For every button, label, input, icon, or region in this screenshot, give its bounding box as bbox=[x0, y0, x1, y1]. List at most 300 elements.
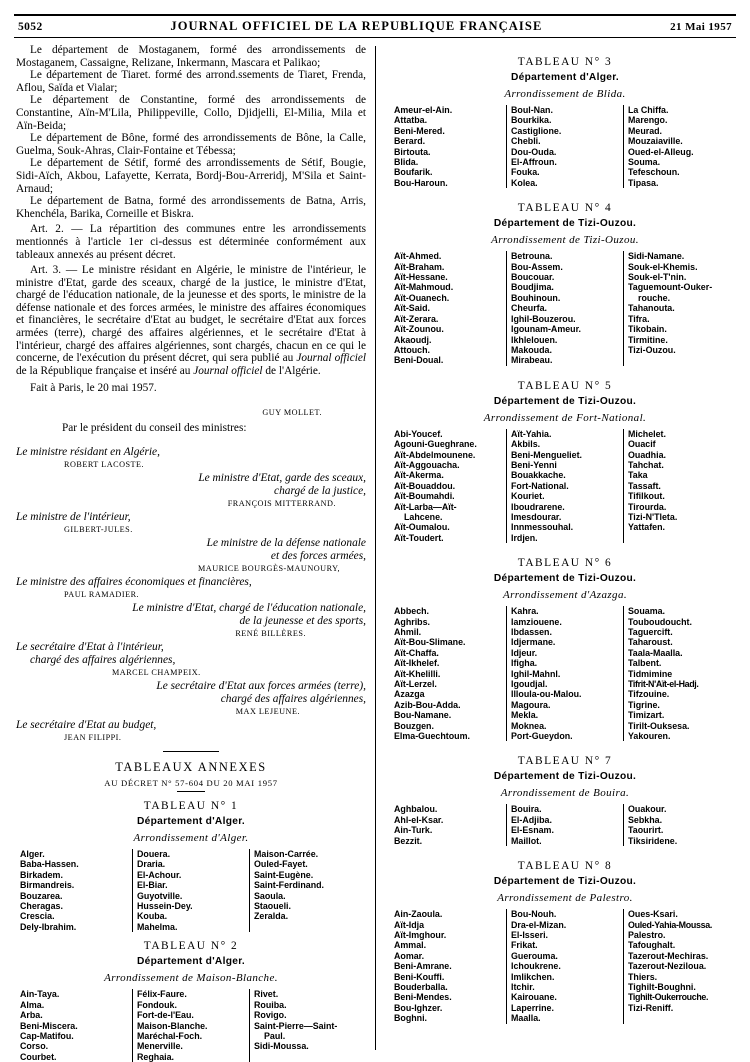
commune-item: Ahmil. bbox=[394, 627, 422, 637]
commune-item: Marengo. bbox=[628, 115, 668, 126]
signature-block bbox=[16, 576, 366, 600]
signature-block bbox=[16, 511, 366, 535]
tableau-department: Département de Tizi-Ouzou. bbox=[493, 395, 637, 407]
commune-item: Reghaia. bbox=[137, 1051, 174, 1062]
commune-item: Aït-Oumalou. bbox=[394, 522, 450, 533]
article-3 bbox=[16, 264, 366, 377]
commune-item: Palestro. bbox=[628, 929, 666, 940]
commune-column bbox=[506, 606, 623, 741]
department-paragraph: Le département de Tiaret. formé des arrond.ssements de Tiaret, Frenda, Aflou, Saïda et Vialar; bbox=[16, 69, 366, 94]
commune-item: Tazerout-Mechiras. bbox=[628, 950, 709, 961]
commune-column bbox=[506, 105, 623, 188]
commune-item: Idjeur. bbox=[511, 647, 538, 658]
signature-name: RENÉ BILLÈRES. bbox=[235, 629, 306, 639]
commune-item: Dra-el-Mizan. bbox=[511, 919, 567, 930]
tableau-arrondissement: Arrondissement de Fort-National. bbox=[483, 411, 647, 424]
article-3-italic-1: Journal officiel bbox=[296, 352, 367, 365]
tableau-arrondissement: Arrondissement de Maison-Blanche. bbox=[104, 972, 278, 985]
department-paragraph: Le département de Constantine, formé des arrondissements de Constantine, Aïn-M'Lila, Philippeville, Collo, Djidjelli, El-Milia, Mila et Aïn-Beida; bbox=[16, 94, 366, 132]
commune-columns bbox=[16, 849, 366, 932]
commune-item: Boghni. bbox=[394, 1013, 428, 1024]
commune-item: Oued-el-Alleug. bbox=[628, 146, 694, 157]
commune-item: Bou-Nouh. bbox=[511, 909, 557, 920]
commune-item: Corso. bbox=[20, 1041, 49, 1052]
issue-date: 21 Mai 1957 bbox=[670, 20, 732, 33]
commune-item: Fouka. bbox=[511, 167, 540, 178]
commune-item: Ichoukrene. bbox=[511, 961, 561, 972]
commune-item: Ain-Turk. bbox=[394, 825, 433, 836]
commune-item: Beni-Mered. bbox=[394, 125, 445, 136]
commune-item: Betrouna. bbox=[511, 251, 553, 262]
tableau-department: Département de Tizi-Ouzou. bbox=[493, 218, 637, 230]
tableau-number: TABLEAU N° 2 bbox=[143, 940, 239, 953]
signature-name: GILBERT-JULES. bbox=[64, 525, 133, 535]
signature-name: MAURICE BOURGÈS-MAUNOURY, bbox=[198, 564, 340, 574]
commune-item: Beni-Yenni bbox=[511, 459, 557, 470]
commune-item: Beni-Doual. bbox=[394, 355, 444, 366]
signature-name: MAX LEJEUNE. bbox=[235, 707, 300, 717]
commune-item: Zeralda. bbox=[254, 911, 289, 922]
commune-item: Aït-Boumahdi. bbox=[394, 491, 455, 502]
commune-item: Aghribs. bbox=[394, 616, 430, 627]
commune-item: Birkadem. bbox=[20, 869, 63, 880]
commune-item: Taala-Maalla. bbox=[628, 647, 683, 658]
commune-item: Boudjima. bbox=[511, 282, 554, 293]
folio-number: 5052 bbox=[18, 20, 43, 33]
signature-title: Le ministre de la défense nationale bbox=[206, 537, 366, 550]
commune-item: Meurad. bbox=[628, 125, 663, 136]
commune-item: Arba. bbox=[20, 1010, 43, 1021]
tableau-number: TABLEAU N° 4 bbox=[517, 202, 613, 215]
commune-item: Cheurfa. bbox=[511, 303, 547, 314]
commune-item: Beni-Miscera. bbox=[20, 1020, 78, 1031]
signature-block bbox=[16, 537, 366, 574]
commune-item: Tighilt-Boughni. bbox=[628, 981, 696, 992]
commune-item: El-Biar. bbox=[137, 880, 168, 891]
commune-item: Tirmitine. bbox=[628, 334, 668, 345]
commune-item: Oues-Ksari. bbox=[628, 909, 678, 920]
commune-item: El-Esnam. bbox=[511, 825, 554, 836]
tableau-number: TABLEAU N° 8 bbox=[517, 860, 613, 873]
commune-item: Ouacif bbox=[628, 439, 656, 450]
commune-item: Tidmimine bbox=[628, 668, 673, 679]
commune-item: Saoula. bbox=[254, 890, 286, 901]
commune-column bbox=[390, 606, 506, 741]
commune-item: Aït-Yahia. bbox=[511, 428, 552, 439]
signature-subtitle: de la jeunesse et des sports, bbox=[239, 615, 366, 628]
annex-title: TABLEAUX ANNEXES bbox=[115, 760, 267, 775]
commune-item: Ifigha. bbox=[511, 658, 538, 669]
commune-item: Fort-de-l'Eau. bbox=[137, 1010, 194, 1021]
commune-item: Berard. bbox=[394, 136, 426, 147]
commune-item-continuation: Paul. bbox=[264, 1030, 286, 1041]
commune-item: Ighil-Mahnl. bbox=[511, 668, 561, 679]
commune-item: El-Affroun. bbox=[511, 157, 557, 168]
commune-item: Aït-Khelilli. bbox=[394, 668, 441, 679]
commune-item: Imesdourar. bbox=[511, 511, 562, 522]
tableau-arrondissement: Arrondissement d'Azazga. bbox=[503, 589, 627, 602]
tableau-3 bbox=[390, 56, 740, 188]
tableau-department: Département d'Alger. bbox=[136, 956, 246, 968]
commune-item: Aghbalou. bbox=[394, 804, 438, 815]
signature-name: ROBERT LACOSTE. bbox=[64, 460, 145, 470]
commune-columns bbox=[16, 989, 366, 1062]
commune-item: Itchir. bbox=[511, 981, 535, 992]
commune-item: Cheragas. bbox=[20, 901, 63, 912]
tableau-8 bbox=[390, 860, 740, 1023]
page-masthead bbox=[14, 14, 736, 38]
commune-item: Aït-Braham. bbox=[394, 261, 445, 272]
commune-item: Tahanouta. bbox=[628, 303, 675, 314]
signature-title: Le ministre résidant en Algérie, bbox=[16, 446, 160, 459]
commune-item: Ouadhia. bbox=[628, 449, 666, 460]
commune-item: Taourirt. bbox=[628, 825, 664, 836]
department-paragraph: Le département de Sétif, formé des arrondissements de Sétif, Bougie, Sidi-Aïch, Akbou, Lafayette, Kerrata, Bordj-Bou-Arreridj, M'Sila et Saint-Arnaud; bbox=[16, 157, 366, 195]
commune-item: Igounam-Ameur. bbox=[511, 324, 582, 335]
commune-item: Bouzarea. bbox=[20, 890, 63, 901]
commune-item: Aït-Hessane. bbox=[394, 272, 448, 283]
signature-subtitle: et des forces armées, bbox=[270, 550, 366, 563]
commune-column bbox=[506, 909, 623, 1023]
commune-item: Ameur-el-Ain. bbox=[394, 105, 453, 115]
signature-block bbox=[16, 641, 366, 678]
commune-item: Igoudjal. bbox=[511, 679, 548, 690]
commune-item: Tighilt-Oukerrouche. bbox=[628, 992, 709, 1003]
tableau-number: TABLEAU N° 7 bbox=[517, 755, 613, 768]
commune-item: Taharoust. bbox=[628, 637, 673, 648]
commune-item: Ouled-Yahia-Moussa. bbox=[628, 919, 713, 930]
commune-item: Bouhinoun. bbox=[511, 292, 561, 303]
head-signature: GUY MOLLET. bbox=[262, 407, 322, 417]
commune-item: Tifra. bbox=[628, 313, 650, 324]
commune-item: Blida. bbox=[394, 157, 419, 168]
commune-item: Félix-Faure. bbox=[137, 989, 187, 1000]
tableau-number: TABLEAU N° 1 bbox=[143, 800, 239, 813]
commune-item: Aït-Lerzel. bbox=[394, 679, 437, 690]
commune-item: Ighil-Bouzerou. bbox=[511, 313, 576, 324]
article-3-text-1: Art. 3. — Le ministre résidant en Algérie, le ministre de l'intérieur, le ministre d'Etat, garde des sceaux, chargé de la justice, le ministre d'Etat, chargé de l'éducation nationale, de la jeunesse et des sports, le ministre de la défense nationale et des forces armées, le ministre des affaires économiques et financières, le secrétaire d'Etat au budget, le secrétaire d'Etat aux forces armées (terre), chargé des affaires algériennes, et le secrétaire d'Etat à l'intérieur, chargé des affaires algériennes, sont chargés, chacun en ce qui le concerne, de l'exécution du présent décret, qui sera publié au bbox=[16, 264, 366, 365]
commune-item: Beni-Kouffi. bbox=[394, 971, 445, 982]
commune-item: Alger. bbox=[20, 849, 45, 860]
commune-item: Bou-Ighzer. bbox=[394, 1002, 443, 1013]
commune-item: Bouakkache. bbox=[511, 470, 566, 481]
commune-item: Kouriet. bbox=[511, 491, 545, 502]
commune-item: Taguemount-Ouker- bbox=[628, 282, 713, 293]
commune-columns bbox=[390, 105, 740, 188]
commune-item: Abbech. bbox=[394, 606, 430, 617]
commune-item: Rouiba. bbox=[254, 999, 287, 1010]
tableau-2 bbox=[16, 940, 366, 1062]
commune-item: Attatba. bbox=[394, 115, 428, 126]
commune-column bbox=[132, 849, 249, 932]
tableau-4 bbox=[390, 202, 740, 365]
commune-item: Douera. bbox=[137, 849, 171, 860]
commune-item: Ahl-el-Ksar. bbox=[394, 814, 444, 825]
commune-item: Aït-Ahmed. bbox=[394, 251, 442, 262]
commune-item: Tizi-Ouzou. bbox=[628, 344, 676, 355]
commune-column bbox=[623, 909, 740, 1023]
commune-item: Ain-Taya. bbox=[20, 989, 60, 1000]
commune-item: Ikhlelouen. bbox=[511, 334, 558, 345]
tableau-department: Département de Tizi-Ouzou. bbox=[493, 573, 637, 585]
commune-item: Thiers. bbox=[628, 971, 658, 982]
signature-title: Le secrétaire d'Etat à l'intérieur, bbox=[16, 641, 164, 654]
commune-item: Chebli. bbox=[511, 136, 541, 147]
commune-column bbox=[132, 989, 249, 1062]
commune-item: Beni-Amrane. bbox=[394, 961, 452, 972]
commune-item: Taka bbox=[628, 470, 648, 481]
commune-item: Taguercift. bbox=[628, 627, 673, 637]
department-paragraph: Le département de Batna, formé des arrondissements de Batna, Arris, Khenchéla, Barika, Corneille et Biskra. bbox=[16, 195, 366, 220]
commune-column bbox=[390, 251, 506, 365]
commune-item: Souma. bbox=[628, 157, 661, 168]
commune-item: Tirourda. bbox=[628, 501, 667, 512]
commune-column bbox=[623, 251, 740, 365]
signature-name: FRANÇOIS MITTERRAND. bbox=[227, 499, 336, 509]
signature-subtitle: chargé de la justice, bbox=[274, 485, 366, 498]
commune-item: Irdjen. bbox=[511, 532, 538, 543]
tableau-arrondissement: Arrondissement de Bouira. bbox=[500, 787, 630, 800]
commune-item: Boucouar. bbox=[511, 272, 555, 283]
tableau-department: Département d'Alger. bbox=[136, 816, 246, 828]
signature-block bbox=[16, 446, 366, 470]
commune-item: Agouni-Gueghrane. bbox=[394, 439, 477, 450]
tableau-arrondissement: Arrondissement de Palestro. bbox=[497, 892, 633, 905]
annex-subtitle: AU DÉCRET N° 57-604 DU 20 MAI 1957 bbox=[104, 778, 278, 789]
commune-item: Birtouta. bbox=[394, 146, 431, 157]
commune-column bbox=[16, 989, 132, 1062]
commune-item: Moknea. bbox=[511, 720, 547, 731]
tableau-department: Département de Tizi-Ouzou. bbox=[493, 771, 637, 783]
commune-item: Bou-Assem. bbox=[511, 261, 563, 272]
tableau-1 bbox=[16, 800, 366, 932]
journal-title: JOURNAL OFFICIEL DE LA REPUBLIQUE FRANÇAISE bbox=[170, 19, 543, 33]
commune-item: Maillot. bbox=[511, 835, 542, 846]
commune-item: Makouda. bbox=[511, 344, 552, 355]
commune-item: Mahelma. bbox=[137, 921, 178, 932]
commune-item: Ouled-Fayet. bbox=[254, 859, 308, 870]
department-paragraph: Le département de Bône, formé des arrondissements de Bône, la Calle, Guelma, Souk-Ahras, Clair-Fontaine et Tébessa; bbox=[16, 132, 366, 157]
signature-name: JEAN FILIPPI. bbox=[64, 733, 122, 743]
commune-item: Aït-Toudert. bbox=[394, 532, 444, 543]
commune-item: Beni-Mendes. bbox=[394, 992, 452, 1003]
signature-name: MARCEL CHAMPEIX. bbox=[112, 668, 201, 678]
commune-item: Cap-Matifou. bbox=[20, 1030, 74, 1041]
commune-item: Boufarik. bbox=[394, 167, 433, 178]
tableau-department: Département d'Alger. bbox=[510, 72, 620, 83]
commune-item: Fort-National. bbox=[511, 480, 569, 491]
signature-block bbox=[16, 602, 366, 639]
tableau-number: TABLEAU N° 6 bbox=[517, 557, 613, 570]
annex-divider bbox=[177, 791, 205, 792]
commune-column bbox=[16, 849, 132, 932]
commune-item: Azazga bbox=[394, 689, 425, 700]
commune-item: Guerouma. bbox=[511, 950, 558, 961]
commune-column bbox=[249, 849, 366, 932]
commune-item: Idjermane. bbox=[511, 637, 556, 648]
commune-item: Azib-Bou-Adda. bbox=[394, 699, 461, 710]
commune-item: Alma. bbox=[20, 999, 45, 1010]
commune-item: Aït-Idja bbox=[394, 919, 425, 930]
commune-item-continuation: rouche. bbox=[638, 292, 671, 303]
commune-item: Akaoudj. bbox=[394, 334, 432, 345]
article-3-italic-2: Journal officiel bbox=[193, 364, 263, 377]
commune-item: Tigrine. bbox=[628, 699, 660, 710]
commune-item: Dou-Ouda. bbox=[511, 146, 557, 157]
commune-item: Birmandreis. bbox=[20, 880, 75, 891]
commune-item: La Chiffa. bbox=[628, 105, 669, 115]
commune-item: Mekla. bbox=[511, 710, 539, 721]
commune-item: El-Adjiba. bbox=[511, 814, 552, 825]
commune-item: Aït-Bou-Slimane. bbox=[394, 637, 466, 648]
commune-column bbox=[623, 105, 740, 188]
commune-item: Tefeschoun. bbox=[628, 167, 680, 178]
commune-item: Tifilkout. bbox=[628, 491, 665, 502]
commune-item: Aït-Zounou. bbox=[394, 324, 444, 335]
commune-item: Kolea. bbox=[511, 177, 538, 188]
commune-item: Kairouane. bbox=[511, 992, 557, 1003]
commune-column bbox=[623, 429, 740, 543]
commune-item: Rovigo. bbox=[254, 1010, 287, 1021]
commune-item: Mirabeau. bbox=[511, 355, 553, 366]
commune-item: Saint-Eugène. bbox=[254, 869, 314, 880]
commune-item: Akbils. bbox=[511, 439, 541, 450]
commune-item: Souk-el-Khemis. bbox=[628, 261, 698, 272]
date-line: Fait à Paris, le 20 mai 1957. bbox=[30, 382, 157, 395]
commune-columns bbox=[390, 606, 740, 741]
commune-item: Aït-Chaffa. bbox=[394, 647, 439, 658]
commune-item: Ouakour. bbox=[628, 804, 667, 815]
tableau-arrondissement: Arrondissement de Tizi-Ouzou. bbox=[491, 234, 639, 247]
commune-column bbox=[506, 429, 623, 543]
commune-column bbox=[249, 989, 366, 1062]
commune-item: Aït-Said. bbox=[394, 303, 430, 314]
commune-item: Aït-Larba—Aït- bbox=[394, 501, 457, 512]
commune-columns bbox=[390, 251, 740, 365]
commune-item: Aït-Zerara. bbox=[394, 313, 439, 324]
commune-item: Tiksiridene. bbox=[628, 835, 678, 846]
commune-item: Port-Gueydon. bbox=[511, 731, 573, 742]
commune-item: Saint-Pierre—Saint- bbox=[254, 1020, 338, 1031]
commune-item: Menerville. bbox=[137, 1041, 183, 1052]
tableau-number: TABLEAU N° 5 bbox=[517, 379, 613, 392]
commune-item: Attouch. bbox=[394, 344, 430, 355]
commune-item: Maalla. bbox=[511, 1013, 541, 1024]
article-3-text-3: de l'Algérie. bbox=[262, 364, 321, 377]
commune-item: Yattafen. bbox=[628, 522, 665, 533]
tableau-arrondissement: Arrondissement de Blida. bbox=[504, 88, 626, 100]
commune-column bbox=[390, 804, 506, 846]
article-2: Art. 2. — La répartition des communes entre les arrondissements mentionnés à l'article 1er ci-dessus est déterminée conformément aux tableaux annexés au présent décret. bbox=[16, 223, 366, 261]
commune-item: Bouderballa. bbox=[394, 981, 448, 992]
commune-item: Innmessouhal. bbox=[511, 522, 574, 533]
commune-item: Kahra. bbox=[511, 606, 539, 617]
commune-item: Ibdassen. bbox=[511, 627, 552, 637]
commune-column bbox=[506, 804, 623, 846]
commune-item: Bourkika. bbox=[511, 115, 552, 126]
tableau-department: Département de Tizi-Ouzou. bbox=[493, 876, 637, 888]
commune-item: Courbet. bbox=[20, 1051, 57, 1062]
commune-item: Tirilt-Ouksesa. bbox=[628, 720, 690, 731]
commune-item: Mouzaiaville. bbox=[628, 136, 683, 147]
commune-item: Michelet. bbox=[628, 428, 666, 439]
commune-item-continuation: Lahcene. bbox=[404, 511, 443, 522]
signature-title: Le secrétaire d'Etat au budget, bbox=[16, 719, 157, 732]
commune-item: Aomar. bbox=[394, 950, 425, 961]
tableau-6 bbox=[390, 557, 740, 741]
commune-columns bbox=[390, 804, 740, 846]
commune-item: Talbent. bbox=[628, 658, 662, 669]
signature-block bbox=[16, 719, 366, 743]
commune-item: Souk-el-T'nin. bbox=[628, 272, 687, 283]
commune-item: El-Achour. bbox=[137, 869, 182, 880]
commune-item: Imlikchen. bbox=[511, 971, 555, 982]
commune-item: Draria. bbox=[137, 859, 166, 870]
commune-item: Bou-Namane. bbox=[394, 710, 452, 721]
commune-item: Aït-Imghour. bbox=[394, 929, 447, 940]
commune-item: Tafoughalt. bbox=[628, 940, 676, 951]
commune-item: Rivet. bbox=[254, 989, 279, 1000]
commune-columns bbox=[390, 909, 740, 1023]
commune-item: Bouira. bbox=[511, 804, 542, 815]
commune-item: Maison-Blanche. bbox=[137, 1020, 208, 1031]
commune-item: Souama. bbox=[628, 606, 665, 617]
signature-subtitle: chargé des affaires algériennes, bbox=[30, 654, 176, 667]
commune-item: Hussein-Dey. bbox=[137, 901, 193, 912]
commune-item: Aït-Mahmoud. bbox=[394, 282, 454, 293]
article-3-text-2: de la République française et inséré au bbox=[16, 364, 194, 377]
commune-item: Castiglione. bbox=[511, 125, 562, 136]
commune-item: Kouba. bbox=[137, 911, 168, 922]
commune-item: El-Isseri. bbox=[511, 929, 548, 940]
commune-item: Baba-Hassen. bbox=[20, 859, 79, 870]
commune-item: Sebkha. bbox=[628, 814, 663, 825]
commune-item: Maison-Carrée. bbox=[254, 849, 319, 860]
commune-item: Tizi-N'Tleta. bbox=[628, 511, 678, 522]
commune-column bbox=[506, 251, 623, 365]
departments-list bbox=[16, 44, 366, 220]
commune-item: Tahchat. bbox=[628, 459, 664, 470]
signature-title: Le ministre d'Etat, chargé de l'éducation nationale, bbox=[132, 602, 366, 615]
signature-title: Le secrétaire d'Etat aux forces armées (terre), bbox=[156, 680, 366, 693]
signature-block bbox=[16, 472, 366, 509]
signature-title: Le ministre d'Etat, garde des sceaux, bbox=[198, 472, 366, 485]
commune-item: Beni-Mengueliet. bbox=[511, 449, 583, 460]
commune-item: Boul-Nan. bbox=[511, 105, 553, 115]
commune-item: Touboudoucht. bbox=[628, 616, 692, 627]
commune-item: Laperrine. bbox=[511, 1002, 554, 1013]
commune-item: Tikobain. bbox=[628, 324, 667, 335]
commune-item: Staoueli. bbox=[254, 901, 291, 912]
countersign-intro: Par le président du conseil des ministres: bbox=[62, 421, 247, 434]
signature-subtitle: chargé des affaires algériennes, bbox=[220, 693, 366, 706]
commune-item: Timizart. bbox=[628, 710, 665, 721]
commune-item: Aït-Bouaddou. bbox=[394, 480, 456, 491]
commune-item: Illoula-ou-Malou. bbox=[511, 689, 582, 700]
commune-item: Bezzit. bbox=[394, 835, 423, 846]
commune-column bbox=[390, 909, 506, 1023]
commune-item: Magoura. bbox=[511, 699, 551, 710]
commune-item: Aït-Ikhelef. bbox=[394, 658, 440, 669]
commune-item: Sidi-Moussa. bbox=[254, 1041, 309, 1052]
commune-item: Aït-Ouanech. bbox=[394, 292, 450, 303]
commune-columns bbox=[390, 429, 740, 543]
commune-column bbox=[623, 606, 740, 741]
commune-item: Sidi-Namane. bbox=[628, 251, 685, 262]
column-divider bbox=[375, 46, 376, 1050]
commune-item: Tizi-Reniff. bbox=[628, 1002, 674, 1013]
commune-item: Frikat. bbox=[511, 940, 538, 951]
